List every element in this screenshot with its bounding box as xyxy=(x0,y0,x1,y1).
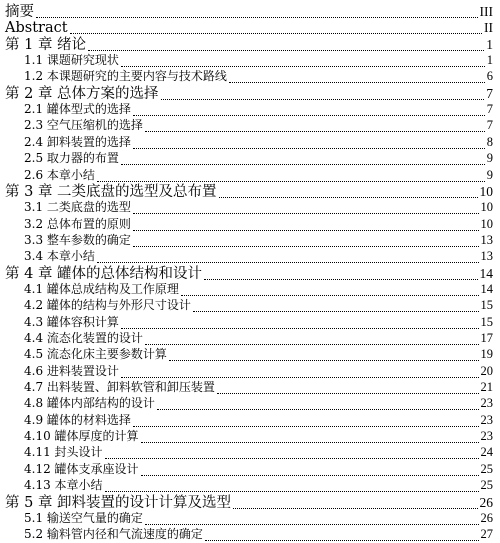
toc-section-entry[interactable] xyxy=(0,477,500,494)
toc-section-entry[interactable] xyxy=(0,346,500,363)
toc-entry-label: 1.1 课题研究现状 xyxy=(24,52,119,69)
dot-leader xyxy=(219,187,478,198)
dot-leader xyxy=(97,171,485,182)
toc-entry-label: 4.1 罐体总成结构及工作原理 xyxy=(24,281,179,298)
toc-section-entry[interactable] xyxy=(0,216,500,233)
toc-page-number: 1 xyxy=(487,52,500,69)
toc-section-entry[interactable] xyxy=(0,150,500,167)
toc-entry-label: 4.12 罐体支承座设计 xyxy=(24,461,139,478)
toc-section-entry[interactable] xyxy=(0,68,500,85)
toc-entry-label: 5.2 输料管内径和气流速度的确定 xyxy=(24,526,203,543)
toc-page-number: 9 xyxy=(487,150,500,167)
toc-section-entry[interactable] xyxy=(0,134,500,151)
toc-chapter-entry[interactable] xyxy=(0,36,500,53)
toc-section-entry[interactable] xyxy=(0,363,500,380)
toc-page-number: 25 xyxy=(481,477,500,494)
toc-section-entry[interactable] xyxy=(0,281,500,298)
toc-section-entry[interactable] xyxy=(0,428,500,445)
toc-entry-label: 3.1 二类底盘的选型 xyxy=(24,199,131,216)
toc-entry-label: 4.2 罐体的结构与外形尺寸设计 xyxy=(24,297,191,314)
toc-page-number: 15 xyxy=(481,314,500,331)
toc-page-number: II xyxy=(484,19,500,36)
dot-leader xyxy=(121,318,479,329)
dot-leader xyxy=(141,465,479,476)
toc-page-number: 17 xyxy=(481,330,500,347)
toc-page-number: 1 xyxy=(486,36,500,53)
toc-page-number: III xyxy=(480,3,500,20)
toc-section-entry[interactable] xyxy=(0,199,500,216)
toc-section-entry[interactable] xyxy=(0,461,500,478)
dot-leader xyxy=(169,350,479,361)
toc-entry-label: 4.7 出料装置、卸料软管和卸压装置 xyxy=(24,379,215,396)
toc-entry-label: 4.3 罐体容积计算 xyxy=(24,314,119,331)
toc-page-number: 25 xyxy=(481,461,500,478)
toc-page-number: 26 xyxy=(481,510,500,527)
dot-leader xyxy=(121,56,485,67)
toc-section-entry[interactable] xyxy=(0,297,500,314)
toc-entry-label: 第 5 章 卸料装置的设计计算及选型 xyxy=(5,495,231,512)
toc-section-entry[interactable] xyxy=(0,510,500,527)
dot-leader xyxy=(145,334,479,345)
dot-leader xyxy=(217,383,479,394)
dot-leader xyxy=(105,481,479,492)
toc-page-number: 15 xyxy=(481,297,500,314)
toc-page-number: 7 xyxy=(487,117,500,134)
toc-entry-label: 4.11 封头设计 xyxy=(24,444,103,461)
toc-section-entry[interactable] xyxy=(0,101,500,118)
dot-leader xyxy=(161,89,485,100)
toc-entry-label: 2.6 本章小结 xyxy=(24,167,95,184)
toc-page-number: 13 xyxy=(481,248,500,265)
dot-leader xyxy=(133,220,479,231)
dot-leader xyxy=(181,285,479,296)
toc-section-entry[interactable] xyxy=(0,412,500,429)
toc-entry-label: 1.2 本课题研究的主要内容与技术路线 xyxy=(24,68,227,85)
toc-page-number: 7 xyxy=(486,85,500,102)
toc-section-entry[interactable] xyxy=(0,232,500,249)
toc-page-number: 14 xyxy=(481,281,500,298)
toc-entry-label: 4.6 进料装置设计 xyxy=(24,363,119,380)
dot-leader xyxy=(145,514,479,525)
dot-leader xyxy=(88,40,484,51)
toc-chapter-entry[interactable] xyxy=(0,265,500,282)
toc-entry-label: 3.2 总体布置的原则 xyxy=(24,216,131,233)
toc-page-number: 10 xyxy=(480,183,500,200)
toc-section-entry[interactable] xyxy=(0,167,500,184)
dot-leader xyxy=(97,252,479,263)
dot-leader xyxy=(133,236,479,247)
toc-page-number: 23 xyxy=(481,428,500,445)
toc-page-number: 9 xyxy=(487,167,500,184)
toc-page-number: 21 xyxy=(481,379,500,396)
toc-section-entry[interactable] xyxy=(0,330,500,347)
toc-entry-label: 5.1 输送空气量的确定 xyxy=(24,510,143,527)
toc-page-number: 14 xyxy=(480,265,500,282)
toc-page-number: 23 xyxy=(481,412,500,429)
toc-entry-label: 摘要 xyxy=(5,4,34,21)
dot-leader xyxy=(133,105,485,116)
toc-chapter-entry[interactable] xyxy=(0,3,500,20)
toc-section-entry[interactable] xyxy=(0,444,500,461)
toc-page-number: 10 xyxy=(481,216,500,233)
toc-section-entry[interactable] xyxy=(0,395,500,412)
dot-leader xyxy=(133,138,485,149)
dot-leader xyxy=(157,399,479,410)
toc-entry-label: 2.4 卸料装置的选择 xyxy=(24,134,131,151)
dot-leader xyxy=(133,203,479,214)
toc-entry-label: 第 2 章 总体方案的选择 xyxy=(5,86,159,103)
toc-section-entry[interactable] xyxy=(0,526,500,543)
dot-leader xyxy=(36,7,478,18)
dot-leader xyxy=(105,448,479,459)
toc-page-number: 10 xyxy=(481,199,500,216)
toc-entry-label: 4.5 流态化床主要参数计算 xyxy=(24,346,167,363)
toc-entry-label: 第 3 章 二类底盘的选型及总布置 xyxy=(5,184,217,201)
toc-page-number: 27 xyxy=(481,526,500,543)
toc-entry-label: 4.4 流态化装置的设计 xyxy=(24,330,143,347)
toc-chapter-entry[interactable] xyxy=(0,85,500,102)
toc-section-entry[interactable] xyxy=(0,379,500,396)
toc-page-number: 8 xyxy=(487,134,500,151)
toc-page-number: 20 xyxy=(481,363,500,380)
toc-section-entry[interactable] xyxy=(0,248,500,265)
toc-page-number: 23 xyxy=(481,395,500,412)
toc-page-number: 6 xyxy=(487,68,500,85)
toc-entry-label: Abstract xyxy=(5,20,68,37)
dot-leader xyxy=(133,416,479,427)
toc-page-number: 26 xyxy=(480,494,500,511)
dot-leader xyxy=(145,121,485,132)
toc-entry-label: 4.9 罐体的材料选择 xyxy=(24,412,131,429)
toc-entry-label: 2.3 空气压缩机的选择 xyxy=(24,117,143,134)
toc-chapter-entry[interactable] xyxy=(0,19,500,36)
dot-leader xyxy=(193,301,479,312)
dot-leader xyxy=(204,269,477,280)
toc-page-number: 13 xyxy=(481,232,500,249)
toc-section-entry[interactable] xyxy=(0,314,500,331)
toc-page-number: 7 xyxy=(487,101,500,118)
dot-leader xyxy=(229,72,485,83)
toc-entry-label: 4.13 本章小结 xyxy=(24,477,103,494)
toc-entry-label: 2.5 取力器的布置 xyxy=(24,150,119,167)
dot-leader xyxy=(233,498,477,509)
toc-entry-label: 2.1 罐体型式的选择 xyxy=(24,101,131,118)
dot-leader xyxy=(121,154,485,165)
toc-section-entry[interactable] xyxy=(0,117,500,134)
toc-entry-label: 第 1 章 绪论 xyxy=(5,37,86,54)
toc-entry-label: 4.8 罐体内部结构的设计 xyxy=(24,395,155,412)
toc-section-entry[interactable] xyxy=(0,52,500,69)
toc-entry-label: 第 4 章 罐体的总体结构和设计 xyxy=(5,266,202,283)
dot-leader xyxy=(121,367,479,378)
toc-chapter-entry[interactable] xyxy=(0,494,500,511)
toc-chapter-entry[interactable] xyxy=(0,183,500,200)
toc-entry-label: 3.3 整车参数的确定 xyxy=(24,232,131,249)
dot-leader xyxy=(141,432,479,443)
toc-entry-label: 4.10 罐体厚度的计算 xyxy=(24,428,139,445)
toc-entry-label: 3.4 本章小结 xyxy=(24,248,95,265)
dot-leader xyxy=(70,23,482,34)
toc-page-number: 24 xyxy=(481,444,500,461)
toc-page-number: 19 xyxy=(481,346,500,363)
